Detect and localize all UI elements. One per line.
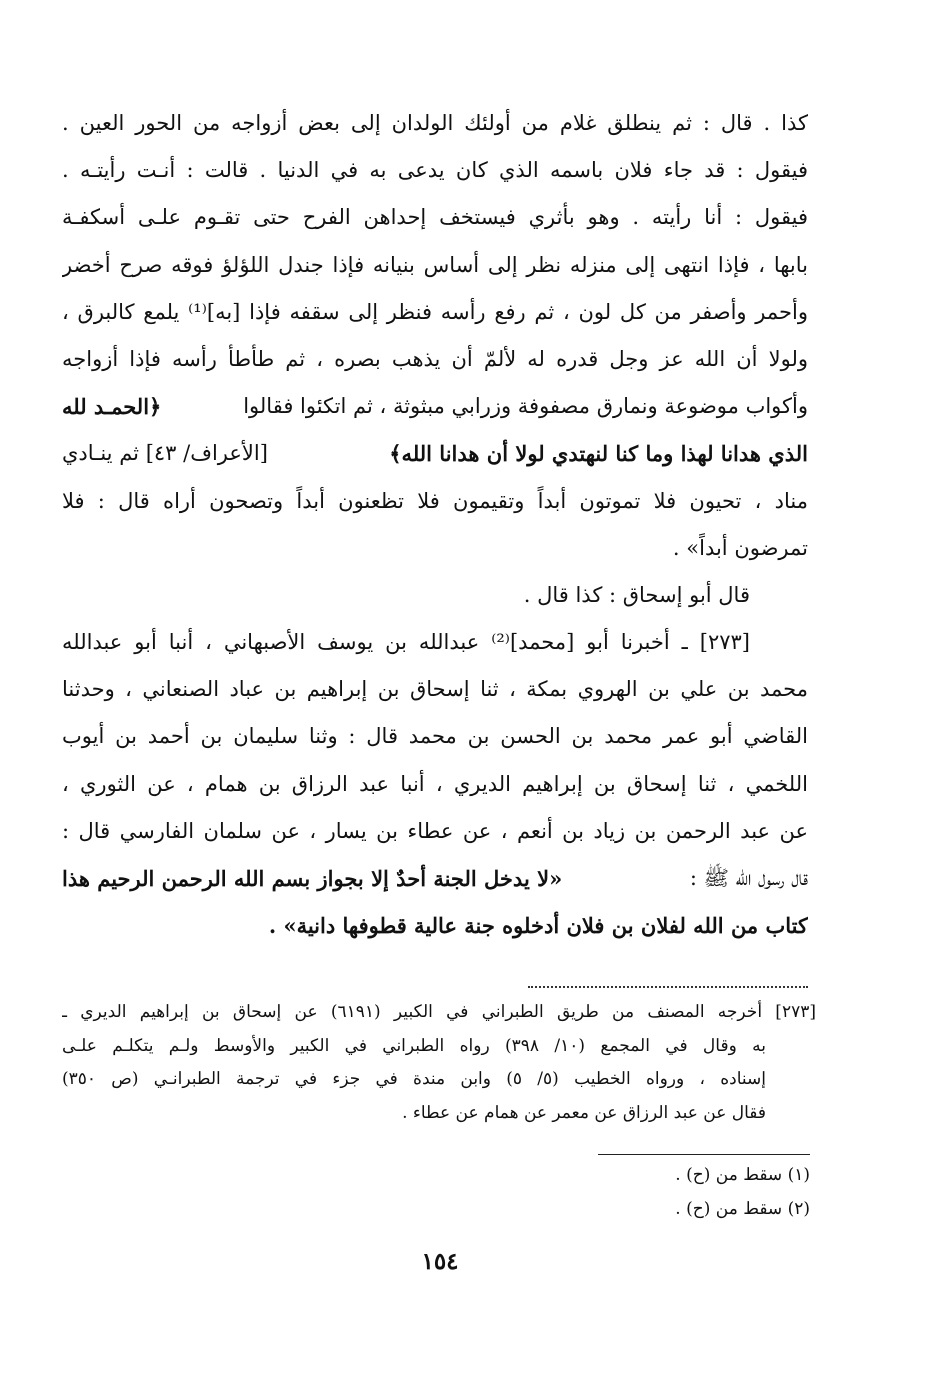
- hadith-matn: «لا يدخل الجنة أحدٌ إلا بجواز بسم الله الرحمن الرحيم هذا: [62, 866, 563, 891]
- takhrij-notes: [62, 996, 816, 1130]
- text-line: تمرضون أبداً» .: [672, 535, 808, 560]
- footnote: (٢) سقط من (ح) .: [675, 1199, 810, 1219]
- quran-reference: [الأعراف/ ٤٣] ثم ينـادي: [62, 441, 268, 466]
- text-segment: وأكواب موضوعة ونمارق مصفوفة وزرابي مبثوثة ، ثم اتكئوا فقالوا: [243, 394, 808, 419]
- text-line: مناد ، تحيون فلا تموتون أبداً وتقيمون فلا تظعنون أبداً وتصحون أراه قال : فلا: [62, 488, 808, 513]
- text-line: اللخمي ، ثنا إسحاق بن إبراهيم الديري ، أنبا عبد الرزاق بن همام ، عن الثوري ،: [62, 771, 808, 796]
- quran-quote-start: ﴿الحمـد لله: [62, 394, 162, 420]
- text-line: قال أبو إسحاق : كذا قال .: [523, 582, 750, 607]
- text-line: [62, 855, 808, 902]
- text-line: بابها ، فإذا انتهى إلى منزله نظر إلى أساس بنيانه فإذا جندل اللؤلؤ فوقه صرح أخضر: [62, 252, 808, 277]
- takhrij-line: به وقال في المجمع (١٠/ ٣٩٨) رواه الطبراني في الكبير والأوسط ولـم يتكلـم علـى: [62, 1035, 766, 1056]
- takhrij-line: فقال عن عبد الرزاق عن معمر عن همام عن عطاء .: [402, 1102, 766, 1123]
- quran-quote: الذي هدانا لهذا وما كنا لنهتدي لولا أن هدانا الله﴾: [389, 441, 808, 467]
- text-line: فيقول : قد جاء فلان باسمه الذي كان يدعى به في الدنيا . قالت : أنـت رأيتـه .: [62, 158, 808, 183]
- main-text: [62, 100, 808, 949]
- hadith-matn-end: كتاب من الله لفلان بن فلان أدخلوه جنة عالية قطوفها دانية» .: [268, 913, 808, 939]
- takhrij-line: إسناده ، ورواه الخطيب (٥/ ٥) وابن مندة في جزء في ترجمة الطبرانـي (ص ٣٥٠): [62, 1069, 766, 1089]
- text-line: فيقول : أنا رأيته . وهو بأثري فيستخف إحداهن الفرح حتى تقـوم علـى أسكفـة: [62, 205, 808, 230]
- text-line: وأحمر وأصفر من كل لون ، ثم رفع رأسه فنظر إلى سقفه فإذا [به]⁽¹⁾ يلمع كالبرق ،: [62, 299, 808, 324]
- page-number: ١٥٤: [421, 1248, 459, 1275]
- text-line: [62, 383, 808, 430]
- footnote-separator: [598, 1154, 810, 1155]
- text-line: [62, 430, 808, 477]
- takhrij-line: [٢٧٣] أخرجه المصنف من طريق الطبراني في الكبير (٦١٩١) عن إسحاق بن إبراهيم الديري ـ: [62, 1002, 816, 1022]
- text-line: ولولا أن الله عز وجل قدره له لألمّ أن يذهب بصره ، ثم طأطأ رأسه فإذا أزواجه: [62, 346, 808, 371]
- dotted-separator: [528, 986, 808, 988]
- text-line: كذا . قال : ثم ينطلق غلام من أولئك الولدان إلى بعض أزواجه من الحور العين .: [62, 111, 808, 135]
- text-segment: قال رسول الله ﷺ :: [689, 866, 808, 890]
- text-line: محمد بن علي بن الهروي بمكة ، ثنا إسحاق بن إبراهيم بن عباد الصنعاني ، وحدثنا: [62, 677, 808, 702]
- text-line: القاضي أبو عمر محمد بن الحسن بن محمد قال : وثنا سليمان بن أحمد بن أيوب: [62, 724, 808, 749]
- text-line: عن عبد الرحمن بن زياد بن أنعم ، عن عطاء بن يسار ، عن سلمان الفارسي قال :: [62, 818, 808, 843]
- footnote: (١) سقط من (ح) .: [675, 1165, 810, 1185]
- hadith-number-line: [٢٧٣] ـ أخبرنا أبو [محمد]⁽²⁾ عبدالله بن يوسف الأصبهاني ، أنبا أبو عبدالله: [62, 630, 750, 655]
